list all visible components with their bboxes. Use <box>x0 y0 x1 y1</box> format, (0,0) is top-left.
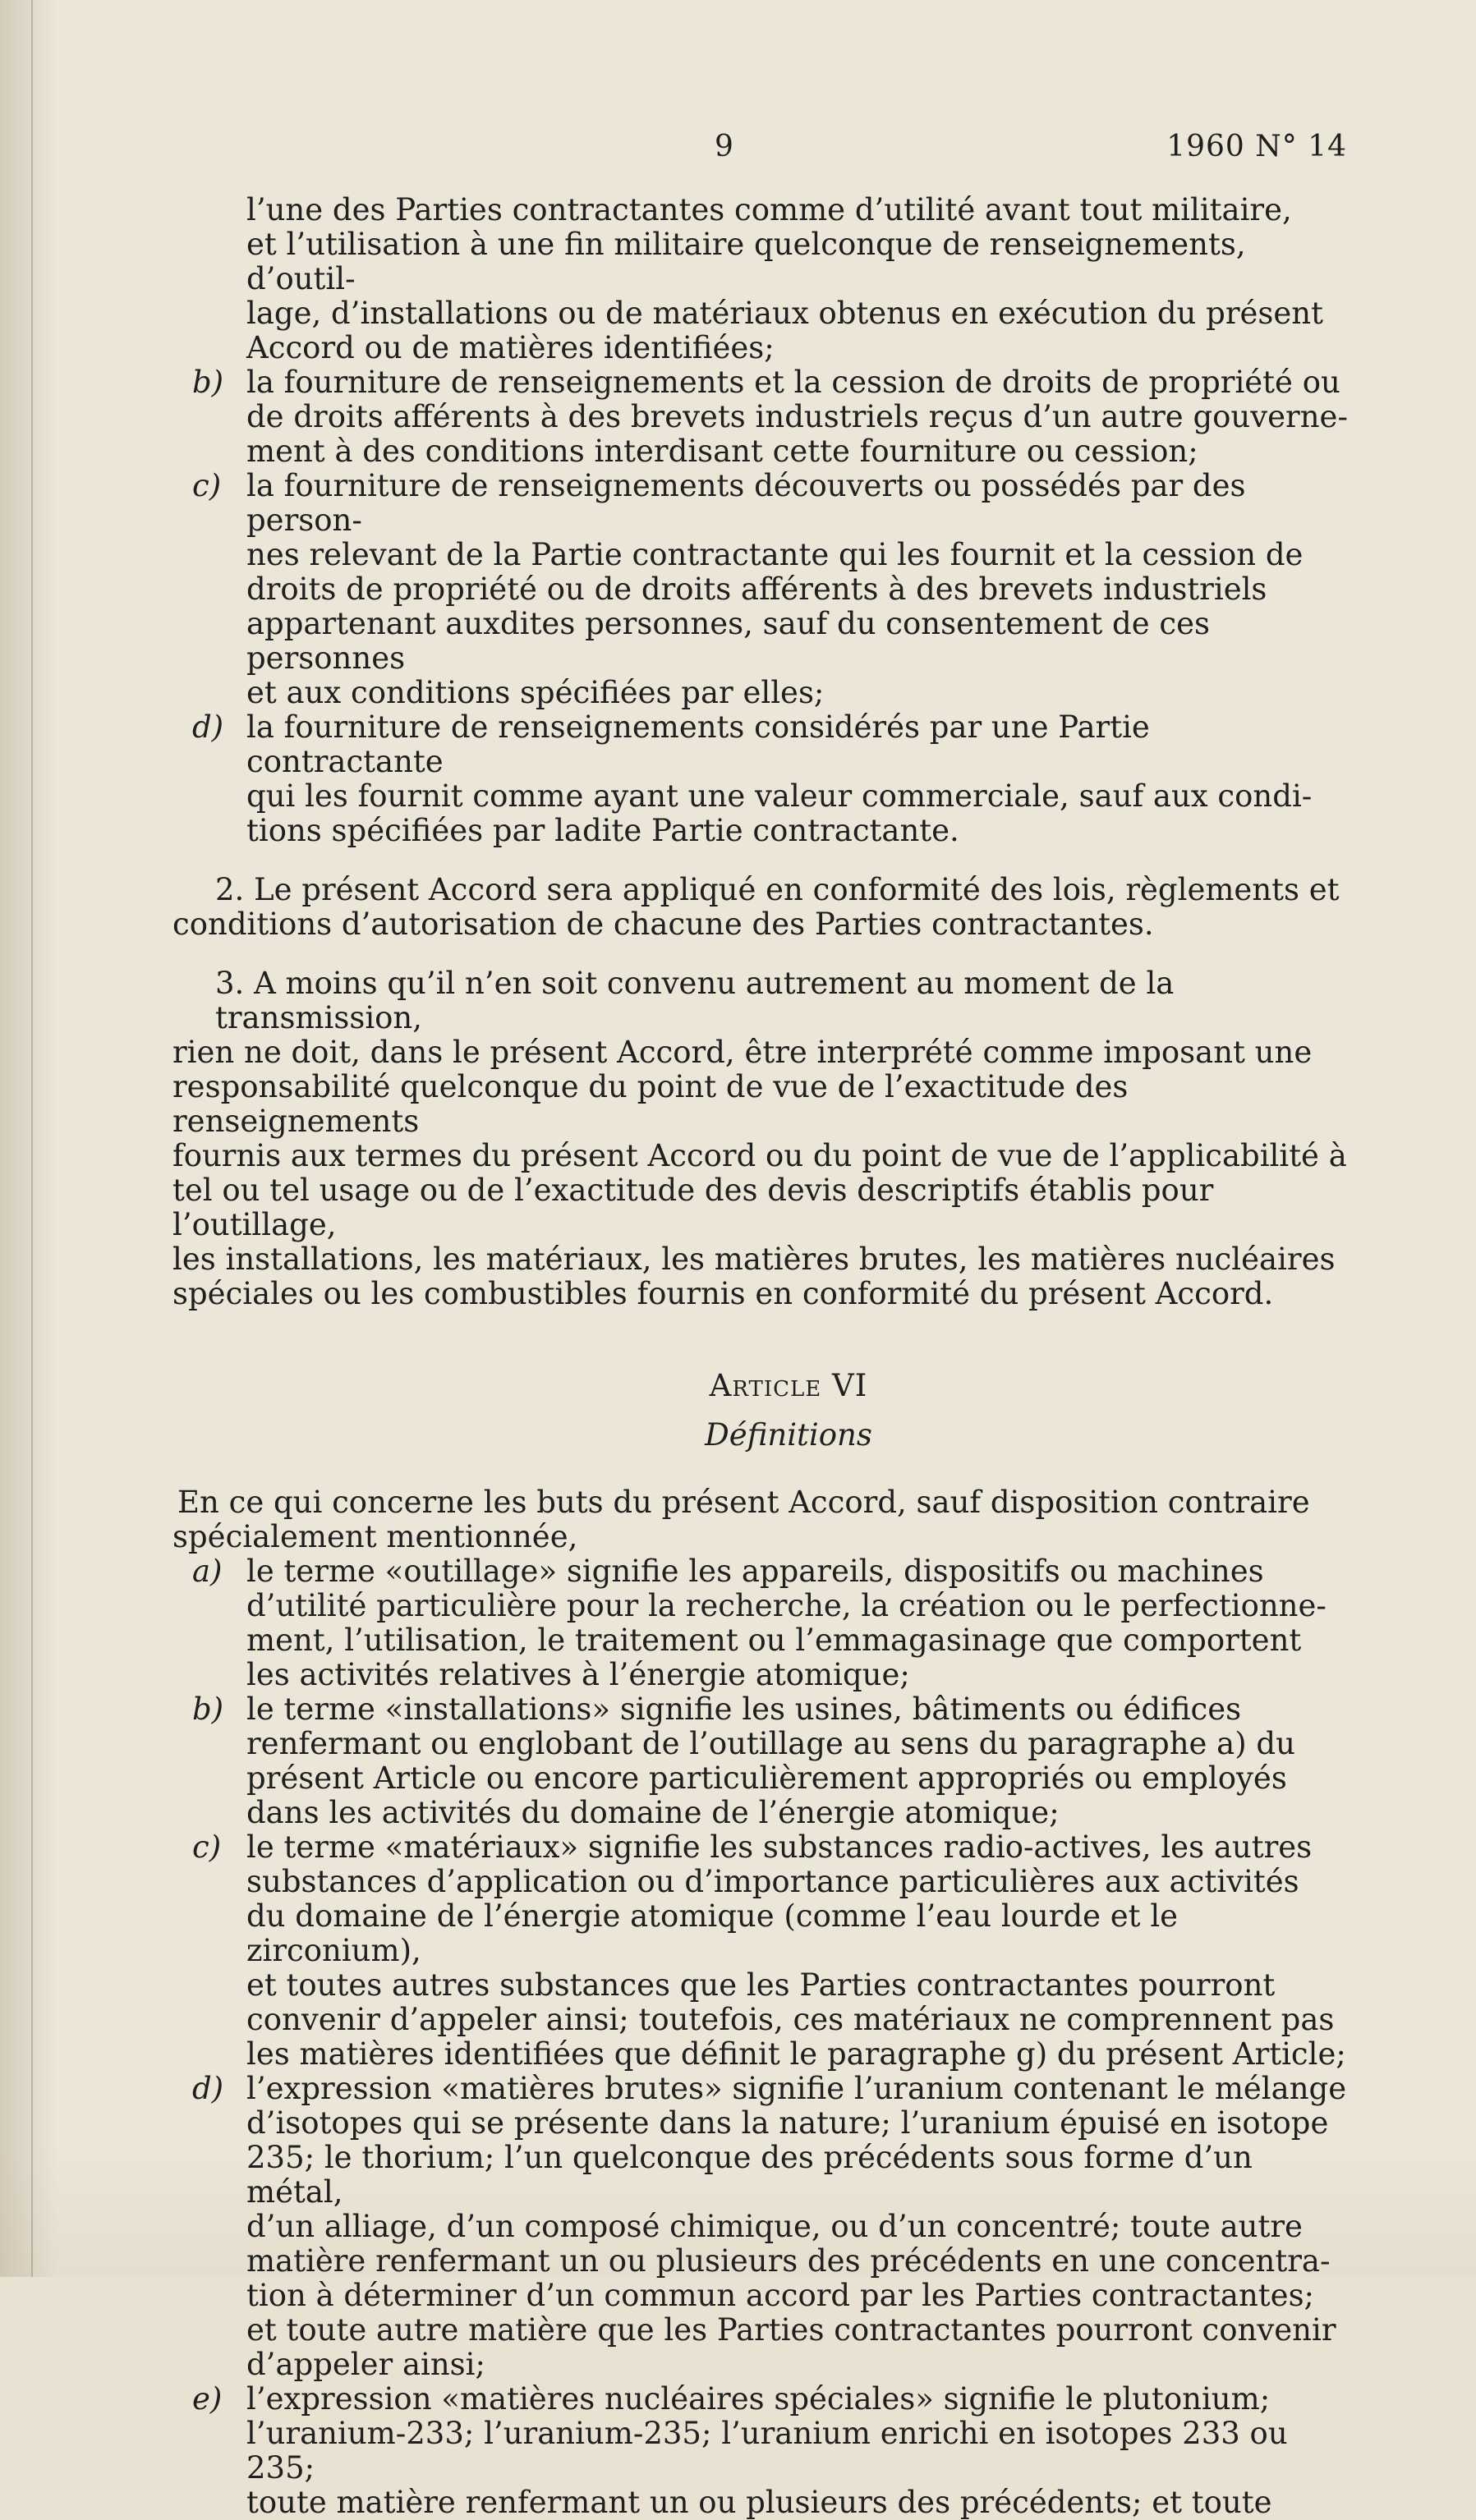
text-line: droits de propriété ou de droits afférents à des brevets industriels <box>246 571 1267 607</box>
text-line: substances d’application ou d’importance particulières aux activités <box>246 1864 1299 1899</box>
page-body <box>172 193 1355 2520</box>
text-line: appartenant auxdites personnes, sauf du consentement de ces personnes <box>246 606 1210 676</box>
text-line: nes relevant de la Partie contractante qui les fournit et la cession de <box>246 537 1304 572</box>
text-line: lage, d’installations ou de matériaux obtenus en exécution du présent <box>246 296 1323 331</box>
item-label: a) <box>192 1554 223 1589</box>
text-line: présent Article ou encore particulièrement appropriés ou employés <box>246 1760 1287 1796</box>
paragraph-3 <box>172 966 1355 1311</box>
text-line: et toutes autres substances que les Parties contractantes pourront <box>246 1967 1276 2003</box>
text-line: 2. Le présent Accord sera appliqué en conformité des lois, règlements et <box>215 872 1340 907</box>
page-number: 9 <box>715 130 733 163</box>
text-line: le terme «matériaux» signifie les substances radio-actives, les autres <box>246 1829 1313 1865</box>
item-label: e) <box>192 2381 223 2417</box>
item-label: d) <box>192 709 224 745</box>
text-line: ment, l’utilisation, le traitement ou l’emmagasinage que comportent <box>246 1623 1302 1658</box>
text-line: de droits afférents à des brevets industriels reçus d’un autre gouverne- <box>246 399 1348 434</box>
item-label: b) <box>192 1691 224 1727</box>
text-line: la fourniture de renseignements découverts ou possédés par des person- <box>246 468 1246 538</box>
text-line: 235; le thorium; l’un quelconque des précédents sous forme d’un métal, <box>246 2140 1253 2210</box>
article-subheading: Définitions <box>705 1417 872 1453</box>
text-line: la fourniture de renseignements considérés par une Partie contractante <box>246 709 1150 779</box>
definition-item-d <box>172 2072 1355 2382</box>
text-line: spécialement mentionnée, <box>172 1519 578 1554</box>
text-line: le terme «installations» signifie les usines, bâtiments ou édifices <box>246 1691 1242 1727</box>
binding-edge <box>31 0 33 2277</box>
text-line: et toute autre matière que les Parties contractantes pourront convenir <box>246 2312 1336 2348</box>
text-line: rien ne doit, dans le présent Accord, être interprété comme imposant une <box>172 1035 1313 1070</box>
text-line: fournis aux termes du présent Accord ou du point de vue de l’applicabilité à <box>172 1138 1347 1173</box>
document-reference: 1960 N° 14 <box>1166 130 1347 163</box>
definition-item-b <box>172 1692 1355 1830</box>
text-line: dans les activités du domaine de l’énergie atomique; <box>246 1795 1060 1830</box>
continuation-text <box>172 193 1355 365</box>
text-line: ment à des conditions interdisant cette fourniture ou cession; <box>246 434 1198 469</box>
definition-item-e <box>172 2382 1355 2520</box>
text-line: tion à déterminer d’un commun accord par les Parties contractantes; <box>246 2278 1315 2313</box>
text-line: l’une des Parties contractantes comme d’utilité avant tout militaire, <box>246 192 1292 227</box>
text-line: le terme «outillage» signifie les appareils, dispositifs ou machines <box>246 1554 1264 1589</box>
text-line: d’appeler ainsi; <box>246 2347 485 2382</box>
text-line: convenir d’appeler ainsi; toutefois, ces matériaux ne comprennent pas <box>246 2002 1335 2037</box>
list-item-c <box>172 469 1355 710</box>
text-line: d’un alliage, d’un composé chimique, ou d’un concentré; toute autre <box>246 2209 1303 2244</box>
text-line: la fourniture de renseignements et la cession de droits de propriété ou <box>246 365 1340 400</box>
article-heading: Article VI <box>709 1368 868 1403</box>
text-line: l’uranium-233; l’uranium-235; l’uranium enrichi en isotopes 233 ou 235; <box>246 2416 1288 2486</box>
text-line: 3. A moins qu’il n’en soit convenu autrement au moment de la transmission, <box>215 966 1175 1035</box>
text-line: conditions d’autorisation de chacune des Parties contractantes. <box>172 907 1154 942</box>
text-line: et l’utilisation à une fin militaire quelconque de renseignements, d’outil- <box>246 227 1246 296</box>
text-line: du domaine de l’énergie atomique (comme l’eau lourde et le zirconium), <box>246 1898 1179 1968</box>
text-line: l’expression «matières nucléaires spéciales» signifie le plutonium; <box>246 2381 1271 2417</box>
definition-item-a <box>172 1554 1355 1692</box>
text-line: matière renfermant un ou plusieurs des précédents en une concentra- <box>246 2243 1331 2279</box>
definition-item-c <box>172 1830 1355 2072</box>
text-line: toute matière renfermant un ou plusieurs des précédents; et toute <box>246 2485 1272 2520</box>
text-line: tions spécifiées par ladite Partie contractante. <box>246 813 959 848</box>
text-line: renfermant ou englobant de l’outillage au sens du paragraphe a) du <box>246 1726 1295 1761</box>
text-line: spéciales ou les combustibles fournis en conformité du présent Accord. <box>172 1276 1274 1311</box>
item-label: c) <box>192 1829 222 1865</box>
definitions-intro <box>172 1485 1355 1554</box>
text-line: et aux conditions spécifiées par elles; <box>246 675 825 710</box>
text-line: tel ou tel usage ou de l’exactitude des devis descriptifs établis pour l’outillage, <box>172 1173 1214 1242</box>
text-line: responsabilité quelconque du point de vue de l’exactitude des renseignements <box>172 1069 1129 1139</box>
text-line: Accord ou de matières identifiées; <box>246 330 775 365</box>
text-line: d’utilité particulière pour la recherche, la création ou le perfectionne- <box>246 1588 1327 1623</box>
text-line: d’isotopes qui se présente dans la nature; l’uranium épuisé en isotope <box>246 2105 1329 2141</box>
text-line: En ce qui concerne les buts du présent Accord, sauf disposition contraire <box>177 1485 1310 1520</box>
item-label: b) <box>192 365 224 400</box>
text-line: les matières identifiées que définit le paragraphe g) du présent Article; <box>246 2036 1346 2072</box>
list-item-d <box>172 710 1355 848</box>
text-line: les activités relatives à l’énergie atomique; <box>246 1657 910 1692</box>
page-header <box>181 123 1347 172</box>
list-item-b <box>172 365 1355 469</box>
text-line: l’expression «matières brutes» signifie l’uranium contenant le mélange <box>246 2071 1347 2106</box>
text-line: qui les fournit comme ayant une valeur commerciale, sauf aux condi- <box>246 778 1313 814</box>
text-line: les installations, les matériaux, les matières brutes, les matières nucléaires <box>172 1242 1336 1277</box>
item-label: c) <box>192 468 222 503</box>
item-label: d) <box>192 2071 224 2106</box>
paragraph-2 <box>172 873 1355 942</box>
